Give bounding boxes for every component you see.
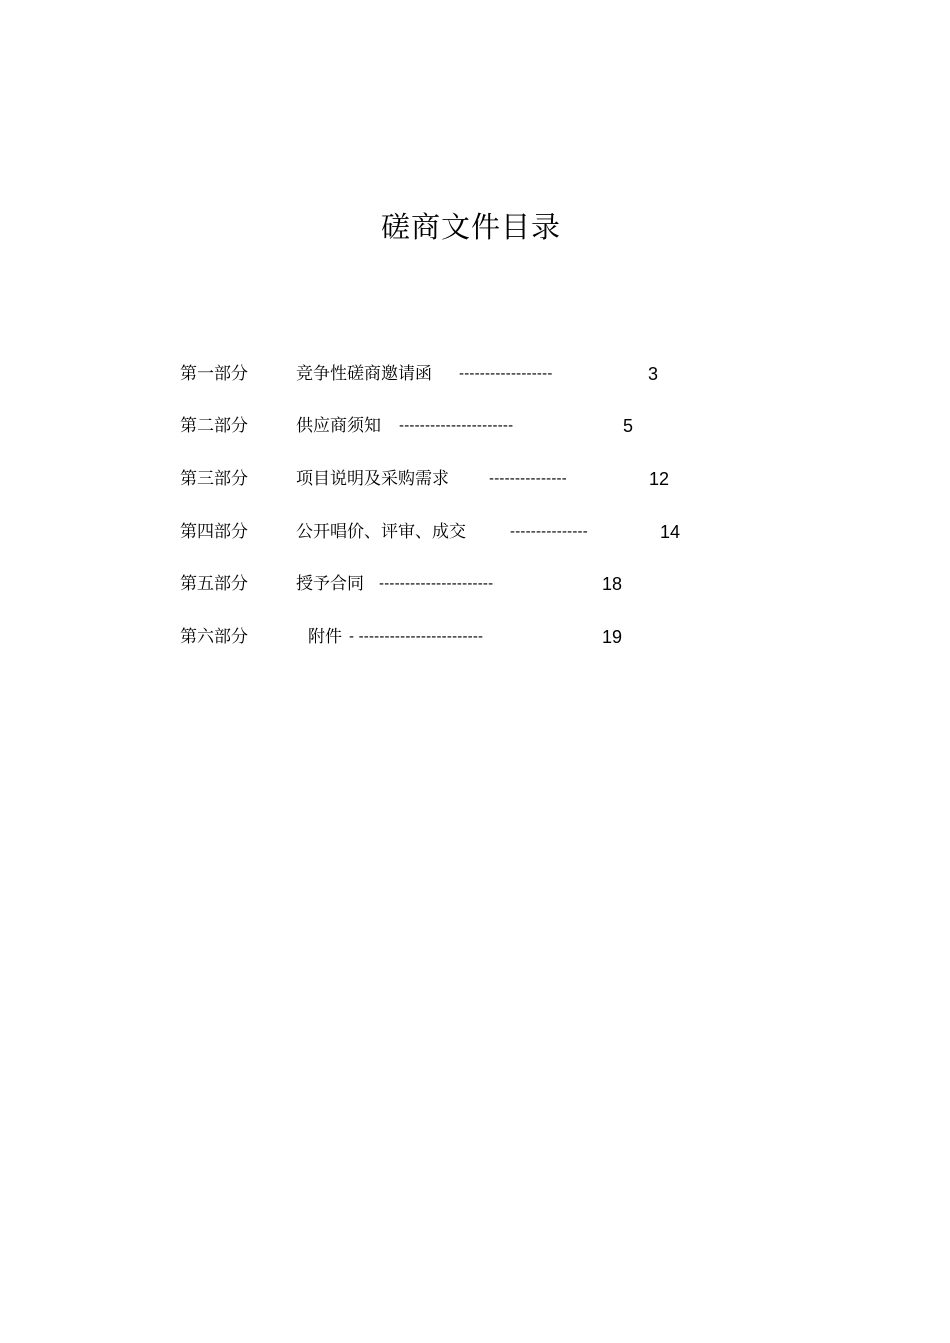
page-title: 磋商文件目录 — [380, 210, 561, 244]
toc-page-number: 12 — [649, 469, 670, 489]
toc-entry-6[interactable] — [0, 622, 950, 652]
toc-part-label: 第四部分 — [180, 522, 248, 542]
toc-part-label: 第二部分 — [180, 416, 248, 436]
toc-part-label: 第三部分 — [180, 469, 248, 489]
toc-part-label: 第五部分 — [180, 574, 248, 594]
toc-entry-5[interactable] — [0, 569, 950, 599]
toc-part-label: 第一部分 — [180, 364, 248, 384]
toc-entry-2[interactable] — [0, 411, 950, 441]
toc-page-number: 14 — [660, 522, 681, 542]
toc-section-name: 授予合同 — [296, 574, 364, 594]
toc-section-name: 附件 — [308, 627, 342, 647]
toc-page-number: 18 — [602, 574, 623, 594]
toc-dot-leader: ---------------------- — [399, 417, 514, 434]
toc-entry-1[interactable] — [0, 359, 950, 389]
toc-section-name: 竞争性磋商邀请函 — [296, 364, 432, 384]
toc-dot-leader: - ------------------------ — [349, 628, 484, 645]
toc-entry-3[interactable] — [0, 464, 950, 494]
toc-section-name: 供应商须知 — [296, 416, 381, 436]
toc-dot-leader: ------------------ — [459, 365, 553, 382]
toc-dot-leader: --------------- — [489, 470, 567, 487]
toc-section-name: 项目说明及采购需求 — [296, 469, 449, 489]
toc-dot-leader: ---------------------- — [379, 575, 494, 592]
toc-dot-leader: --------------- — [510, 523, 588, 540]
toc-page-number: 3 — [648, 364, 659, 384]
toc-page-number: 5 — [623, 416, 634, 436]
toc-section-name: 公开唱价、评审、成交 — [296, 522, 466, 542]
toc-page-number: 19 — [602, 627, 623, 647]
toc-entry-4[interactable] — [0, 517, 950, 547]
toc-part-label: 第六部分 — [180, 627, 248, 647]
